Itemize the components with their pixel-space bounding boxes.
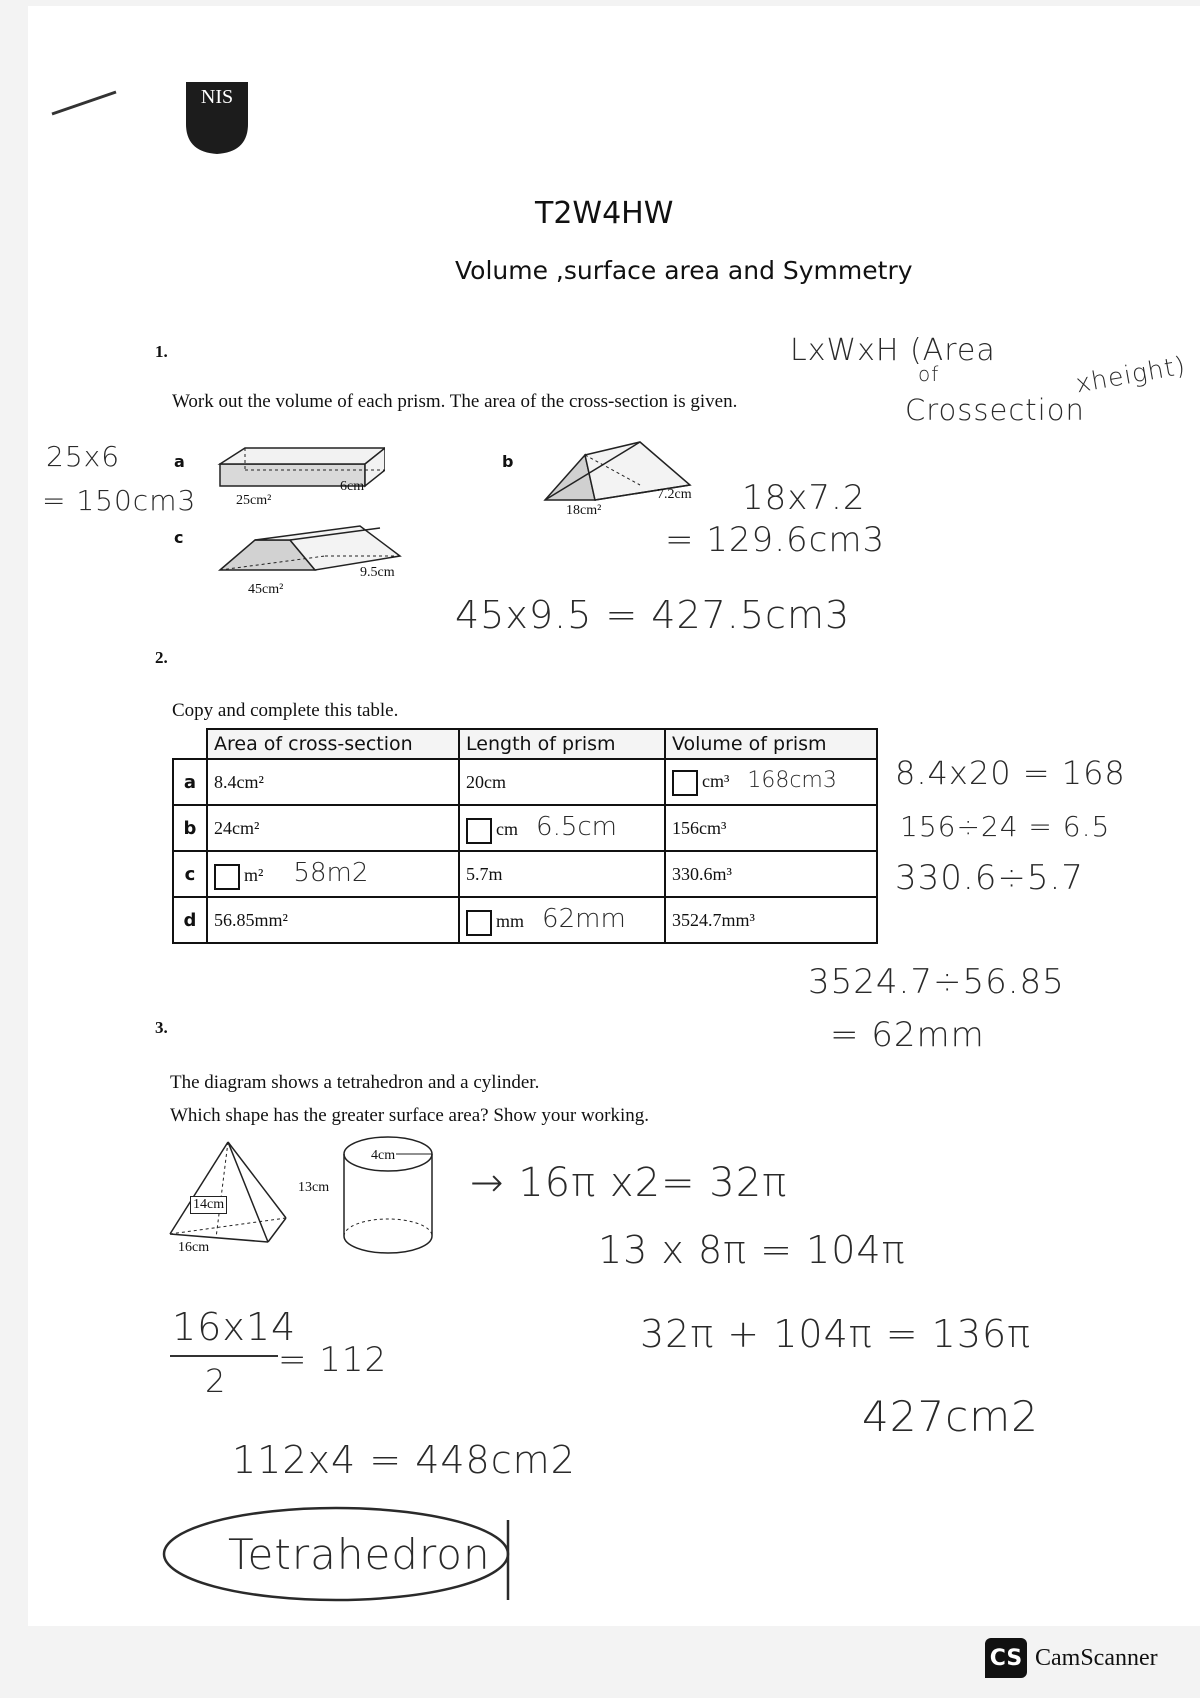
table-header-row	[173, 729, 877, 759]
hand-row-d-answer: = 62mm	[830, 1015, 985, 1055]
prism-a-area: 25cm²	[236, 493, 272, 508]
pen-stroke-mark	[50, 88, 120, 118]
hand-formula-2: of	[918, 362, 940, 386]
question-1-number: 1.	[155, 342, 168, 361]
hand-final-answer: Tetrahedron	[228, 1530, 491, 1579]
table-row	[173, 897, 877, 943]
prism-table	[172, 728, 878, 944]
table-row	[173, 805, 877, 851]
table-header: Area of cross-section	[207, 729, 459, 759]
hand-fraction-result: = 112	[278, 1340, 388, 1380]
hand-fraction-top: 16x14	[172, 1305, 297, 1349]
hand-answer: 62mm	[542, 904, 626, 935]
part-c-label: c	[174, 528, 184, 547]
area-cell: 56.85mm²	[207, 897, 459, 943]
hand-row-b-working: 156÷24 = 6.5	[900, 810, 1111, 843]
blank-box	[466, 910, 492, 936]
page-subtitle: Volume ,surface area and Symmetry	[455, 256, 913, 285]
hand-answer: 6.5cm	[536, 812, 618, 843]
hand-q3-line3: 32π + 104π = 136π	[640, 1312, 1032, 1356]
volume-cell: 156cm³	[665, 805, 877, 851]
hand-q3-line1: → 16π x2= 32π	[470, 1160, 788, 1206]
pyramid-height-label: 14cm	[190, 1196, 227, 1214]
blank-box	[672, 770, 698, 796]
volume-unit: cm³	[701, 771, 730, 792]
blank-box	[214, 864, 240, 890]
length-cell: 5.7m	[459, 851, 665, 897]
prism-c-length: 9.5cm	[360, 565, 395, 580]
hand-row-c-working: 330.6÷5.7	[895, 858, 1084, 898]
volume-cell	[665, 759, 877, 805]
question-3-line1: The diagram shows a tetrahedron and a cylinder.	[170, 1072, 540, 1093]
question-1-prompt: Work out the volume of each prism. The area of the cross-section is given.	[172, 391, 738, 412]
volume-cell: 330.6m³	[665, 851, 877, 897]
hand-row-d-working: 3524.7÷56.85	[808, 962, 1065, 1002]
length-unit: cm	[496, 819, 519, 840]
camscanner-icon: CS	[985, 1638, 1027, 1678]
hand-q3-line2: 13 x 8π = 104π	[598, 1228, 906, 1272]
row-key: b	[173, 805, 207, 851]
hand-q3-line5: 112x4 = 448cm2	[232, 1438, 576, 1482]
camscanner-watermark	[985, 1638, 1158, 1678]
fraction-bar	[170, 1355, 278, 1357]
row-key: d	[173, 897, 207, 943]
tetrahedron-diagram	[166, 1138, 290, 1250]
school-logo	[184, 80, 250, 156]
hand-answer: 58m2	[293, 858, 369, 889]
prism-a-length: 6cm	[340, 479, 365, 494]
area-cell	[207, 851, 459, 897]
length-cell	[459, 897, 665, 943]
logo-text: NIS	[200, 86, 234, 108]
hand-a-answer: = 150cm3	[42, 484, 197, 517]
row-key: a	[173, 759, 207, 805]
table-header: Length of prism	[459, 729, 665, 759]
hand-c-working: 45x9.5 = 427.5cm3	[455, 593, 851, 637]
part-a-label: a	[174, 452, 185, 471]
hand-fraction-bottom: 2	[205, 1362, 227, 1400]
blank-box	[466, 818, 492, 844]
camscanner-label: CamScanner	[1035, 1644, 1158, 1671]
hand-formula-4: xheight)	[1073, 350, 1189, 399]
question-2-number: 2.	[155, 648, 168, 667]
table-row	[173, 759, 877, 805]
prism-b-area: 18cm²	[566, 503, 602, 518]
hand-formula-1: LxWxH (Area	[790, 333, 996, 368]
cylinder-height-label: 13cm	[298, 1180, 330, 1195]
prism-b-length: 7.2cm	[657, 487, 692, 502]
question-3-number: 3.	[155, 1018, 168, 1037]
page-title: T2W4HW	[535, 196, 674, 231]
table-row	[173, 851, 877, 897]
table-header: Volume of prism	[665, 729, 877, 759]
hand-a-working: 25x6	[46, 440, 121, 473]
prism-c-area: 45cm²	[248, 582, 284, 597]
hand-b-answer: = 129.6cm3	[665, 520, 886, 560]
area-cell: 24cm²	[207, 805, 459, 851]
pyramid-base-label: 16cm	[178, 1240, 210, 1255]
hand-q3-line4: 427cm2	[862, 1392, 1039, 1441]
question-2-prompt: Copy and complete this table.	[172, 700, 399, 721]
hand-answer: 168cm3	[747, 768, 837, 794]
area-unit: m²	[244, 865, 264, 886]
cylinder-radius-label: 4cm	[371, 1148, 396, 1163]
question-3-line2: Which shape has the greater surface area? Show your working.	[170, 1105, 650, 1126]
length-unit: mm	[496, 911, 525, 932]
length-cell	[459, 805, 665, 851]
volume-cell: 3524.7mm³	[665, 897, 877, 943]
hand-b-working: 18x7.2	[742, 478, 866, 518]
part-b-label: b	[502, 452, 514, 471]
table-corner-cell	[173, 729, 207, 759]
area-cell: 8.4cm²	[207, 759, 459, 805]
hand-formula-3: Crossection	[905, 393, 1085, 427]
row-key: c	[173, 851, 207, 897]
length-cell: 20cm	[459, 759, 665, 805]
hand-row-a-working: 8.4x20 = 168	[895, 754, 1126, 792]
